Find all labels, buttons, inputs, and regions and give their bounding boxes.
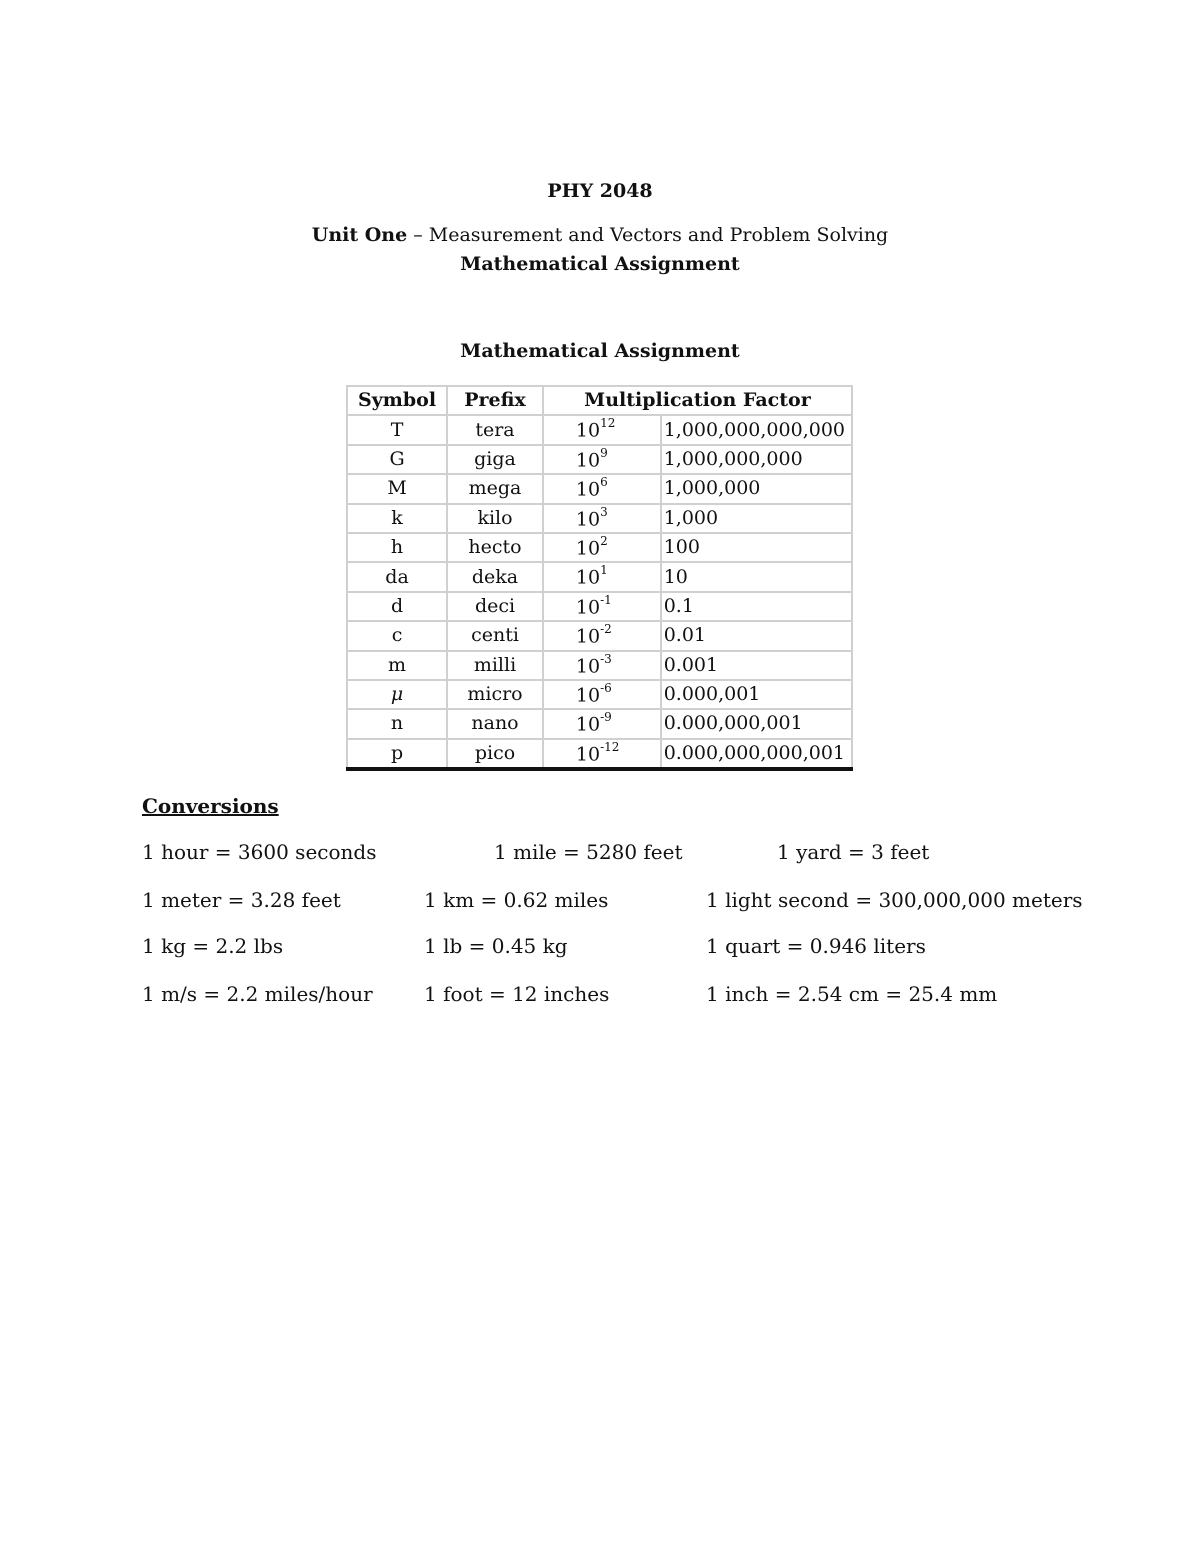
- cell-symbol: μ: [347, 680, 447, 709]
- power-exponent: -2: [600, 622, 612, 637]
- conversion-meter-feet: 1 meter = 3.28 feet: [142, 888, 341, 912]
- cell-power-of-ten: [543, 739, 661, 769]
- power-exponent: -3: [600, 651, 612, 666]
- cell-power-of-ten: [543, 709, 661, 738]
- table-row: [347, 709, 852, 738]
- cell-prefix: micro: [447, 680, 543, 709]
- unit-heading: [0, 224, 1200, 246]
- cell-prefix: tera: [447, 415, 543, 444]
- power-base: 10: [575, 625, 601, 648]
- power-exponent: 9: [600, 445, 608, 460]
- power-exponent: 2: [600, 533, 608, 548]
- cell-power-of-ten: [543, 680, 661, 709]
- cell-decimal-value: 1,000: [661, 504, 852, 533]
- course-title: PHY 2048: [547, 180, 653, 202]
- table-row: [347, 592, 852, 621]
- cell-prefix: deka: [447, 562, 543, 591]
- cell-power-of-ten: [543, 562, 661, 591]
- cell-power-of-ten: [543, 651, 661, 680]
- power-exponent: 1: [600, 563, 608, 578]
- power-exponent: -6: [600, 680, 612, 695]
- cell-prefix: mega: [447, 474, 543, 503]
- cell-prefix: hecto: [447, 533, 543, 562]
- cell-power-of-ten: [543, 415, 661, 444]
- header-prefix: Prefix: [447, 386, 543, 415]
- power-base: 10: [575, 713, 601, 736]
- cell-prefix: giga: [447, 445, 543, 474]
- cell-decimal-value: 0.000,000,000,001: [661, 739, 852, 769]
- table-header-row: [347, 386, 852, 415]
- conversion-lb-kg: 1 lb = 0.45 kg: [424, 934, 568, 958]
- cell-prefix: milli: [447, 651, 543, 680]
- conversion-yard-feet: 1 yard = 3 feet: [777, 840, 930, 864]
- table-row: [347, 651, 852, 680]
- unit-label: Unit One: [311, 224, 408, 246]
- conversion-ms-mph: 1 m/s = 2.2 miles/hour: [142, 982, 373, 1006]
- cell-prefix: centi: [447, 621, 543, 650]
- cell-symbol: h: [347, 533, 447, 562]
- cell-symbol: c: [347, 621, 447, 650]
- power-exponent: -9: [600, 710, 612, 725]
- power-exponent: 12: [600, 416, 616, 431]
- table-row: [347, 445, 852, 474]
- cell-decimal-value: 0.01: [661, 621, 852, 650]
- power-base: 10: [575, 743, 601, 766]
- cell-decimal-value: 0.000,000,001: [661, 709, 852, 738]
- cell-power-of-ten: [543, 474, 661, 503]
- cell-symbol: m: [347, 651, 447, 680]
- cell-prefix: deci: [447, 592, 543, 621]
- power-base: 10: [575, 684, 601, 707]
- cell-decimal-value: 1,000,000: [661, 474, 852, 503]
- cell-decimal-value: 0.000,001: [661, 680, 852, 709]
- cell-decimal-value: 100: [661, 533, 852, 562]
- cell-symbol: da: [347, 562, 447, 591]
- table-body: [347, 415, 852, 769]
- table-row: [347, 621, 852, 650]
- table-row: [347, 474, 852, 503]
- cell-prefix: pico: [447, 739, 543, 769]
- power-exponent: 6: [600, 475, 608, 490]
- table-row: [347, 739, 852, 769]
- cell-power-of-ten: [543, 504, 661, 533]
- conversion-inch-cm-mm: 1 inch = 2.54 cm = 25.4 mm: [706, 982, 998, 1006]
- power-exponent: -1: [600, 592, 612, 607]
- cell-decimal-value: 0.1: [661, 592, 852, 621]
- cell-symbol: d: [347, 592, 447, 621]
- cell-power-of-ten: [543, 533, 661, 562]
- header-symbol: Symbol: [347, 386, 447, 415]
- header-multiplication-factor: Multiplication Factor: [543, 386, 852, 415]
- assignment-title: Mathematical Assignment: [460, 253, 740, 275]
- metric-prefix-table: [346, 385, 853, 771]
- table-title: Mathematical Assignment: [460, 340, 740, 362]
- unit-subtitle: – Measurement and Vectors and Problem Solving: [407, 224, 889, 246]
- cell-decimal-value: 1,000,000,000: [661, 445, 852, 474]
- cell-prefix: nano: [447, 709, 543, 738]
- cell-symbol: n: [347, 709, 447, 738]
- conversions-heading: Conversions: [142, 794, 279, 818]
- table-row: [347, 504, 852, 533]
- power-exponent: -12: [600, 739, 620, 754]
- cell-power-of-ten: [543, 445, 661, 474]
- cell-power-of-ten: [543, 621, 661, 650]
- power-base: 10: [575, 596, 601, 619]
- conversion-foot-inches: 1 foot = 12 inches: [424, 982, 610, 1006]
- power-base: 10: [575, 478, 601, 501]
- conversion-hour-seconds: 1 hour = 3600 seconds: [142, 840, 377, 864]
- power-base: 10: [575, 507, 601, 530]
- cell-decimal-value: 0.001: [661, 651, 852, 680]
- conversion-light-second: 1 light second = 300,000,000 meters: [706, 888, 1083, 912]
- conversion-km-miles: 1 km = 0.62 miles: [424, 888, 609, 912]
- cell-symbol: k: [347, 504, 447, 533]
- power-exponent: 3: [600, 504, 608, 519]
- table-row: [347, 415, 852, 444]
- conversion-kg-lbs: 1 kg = 2.2 lbs: [142, 934, 284, 958]
- cell-prefix: kilo: [447, 504, 543, 533]
- cell-symbol: p: [347, 739, 447, 769]
- power-base: 10: [575, 449, 601, 472]
- conversion-quart-liters: 1 quart = 0.946 liters: [706, 934, 926, 958]
- power-base: 10: [575, 566, 601, 589]
- table-row: [347, 562, 852, 591]
- cell-power-of-ten: [543, 592, 661, 621]
- power-base: 10: [575, 419, 601, 442]
- power-base: 10: [575, 537, 601, 560]
- table-row: [347, 533, 852, 562]
- cell-symbol: T: [347, 415, 447, 444]
- cell-symbol: G: [347, 445, 447, 474]
- cell-symbol: M: [347, 474, 447, 503]
- table-row: [347, 680, 852, 709]
- conversion-mile-feet: 1 mile = 5280 feet: [494, 840, 683, 864]
- cell-decimal-value: 1,000,000,000,000: [661, 415, 852, 444]
- cell-decimal-value: 10: [661, 562, 852, 591]
- power-base: 10: [575, 654, 601, 677]
